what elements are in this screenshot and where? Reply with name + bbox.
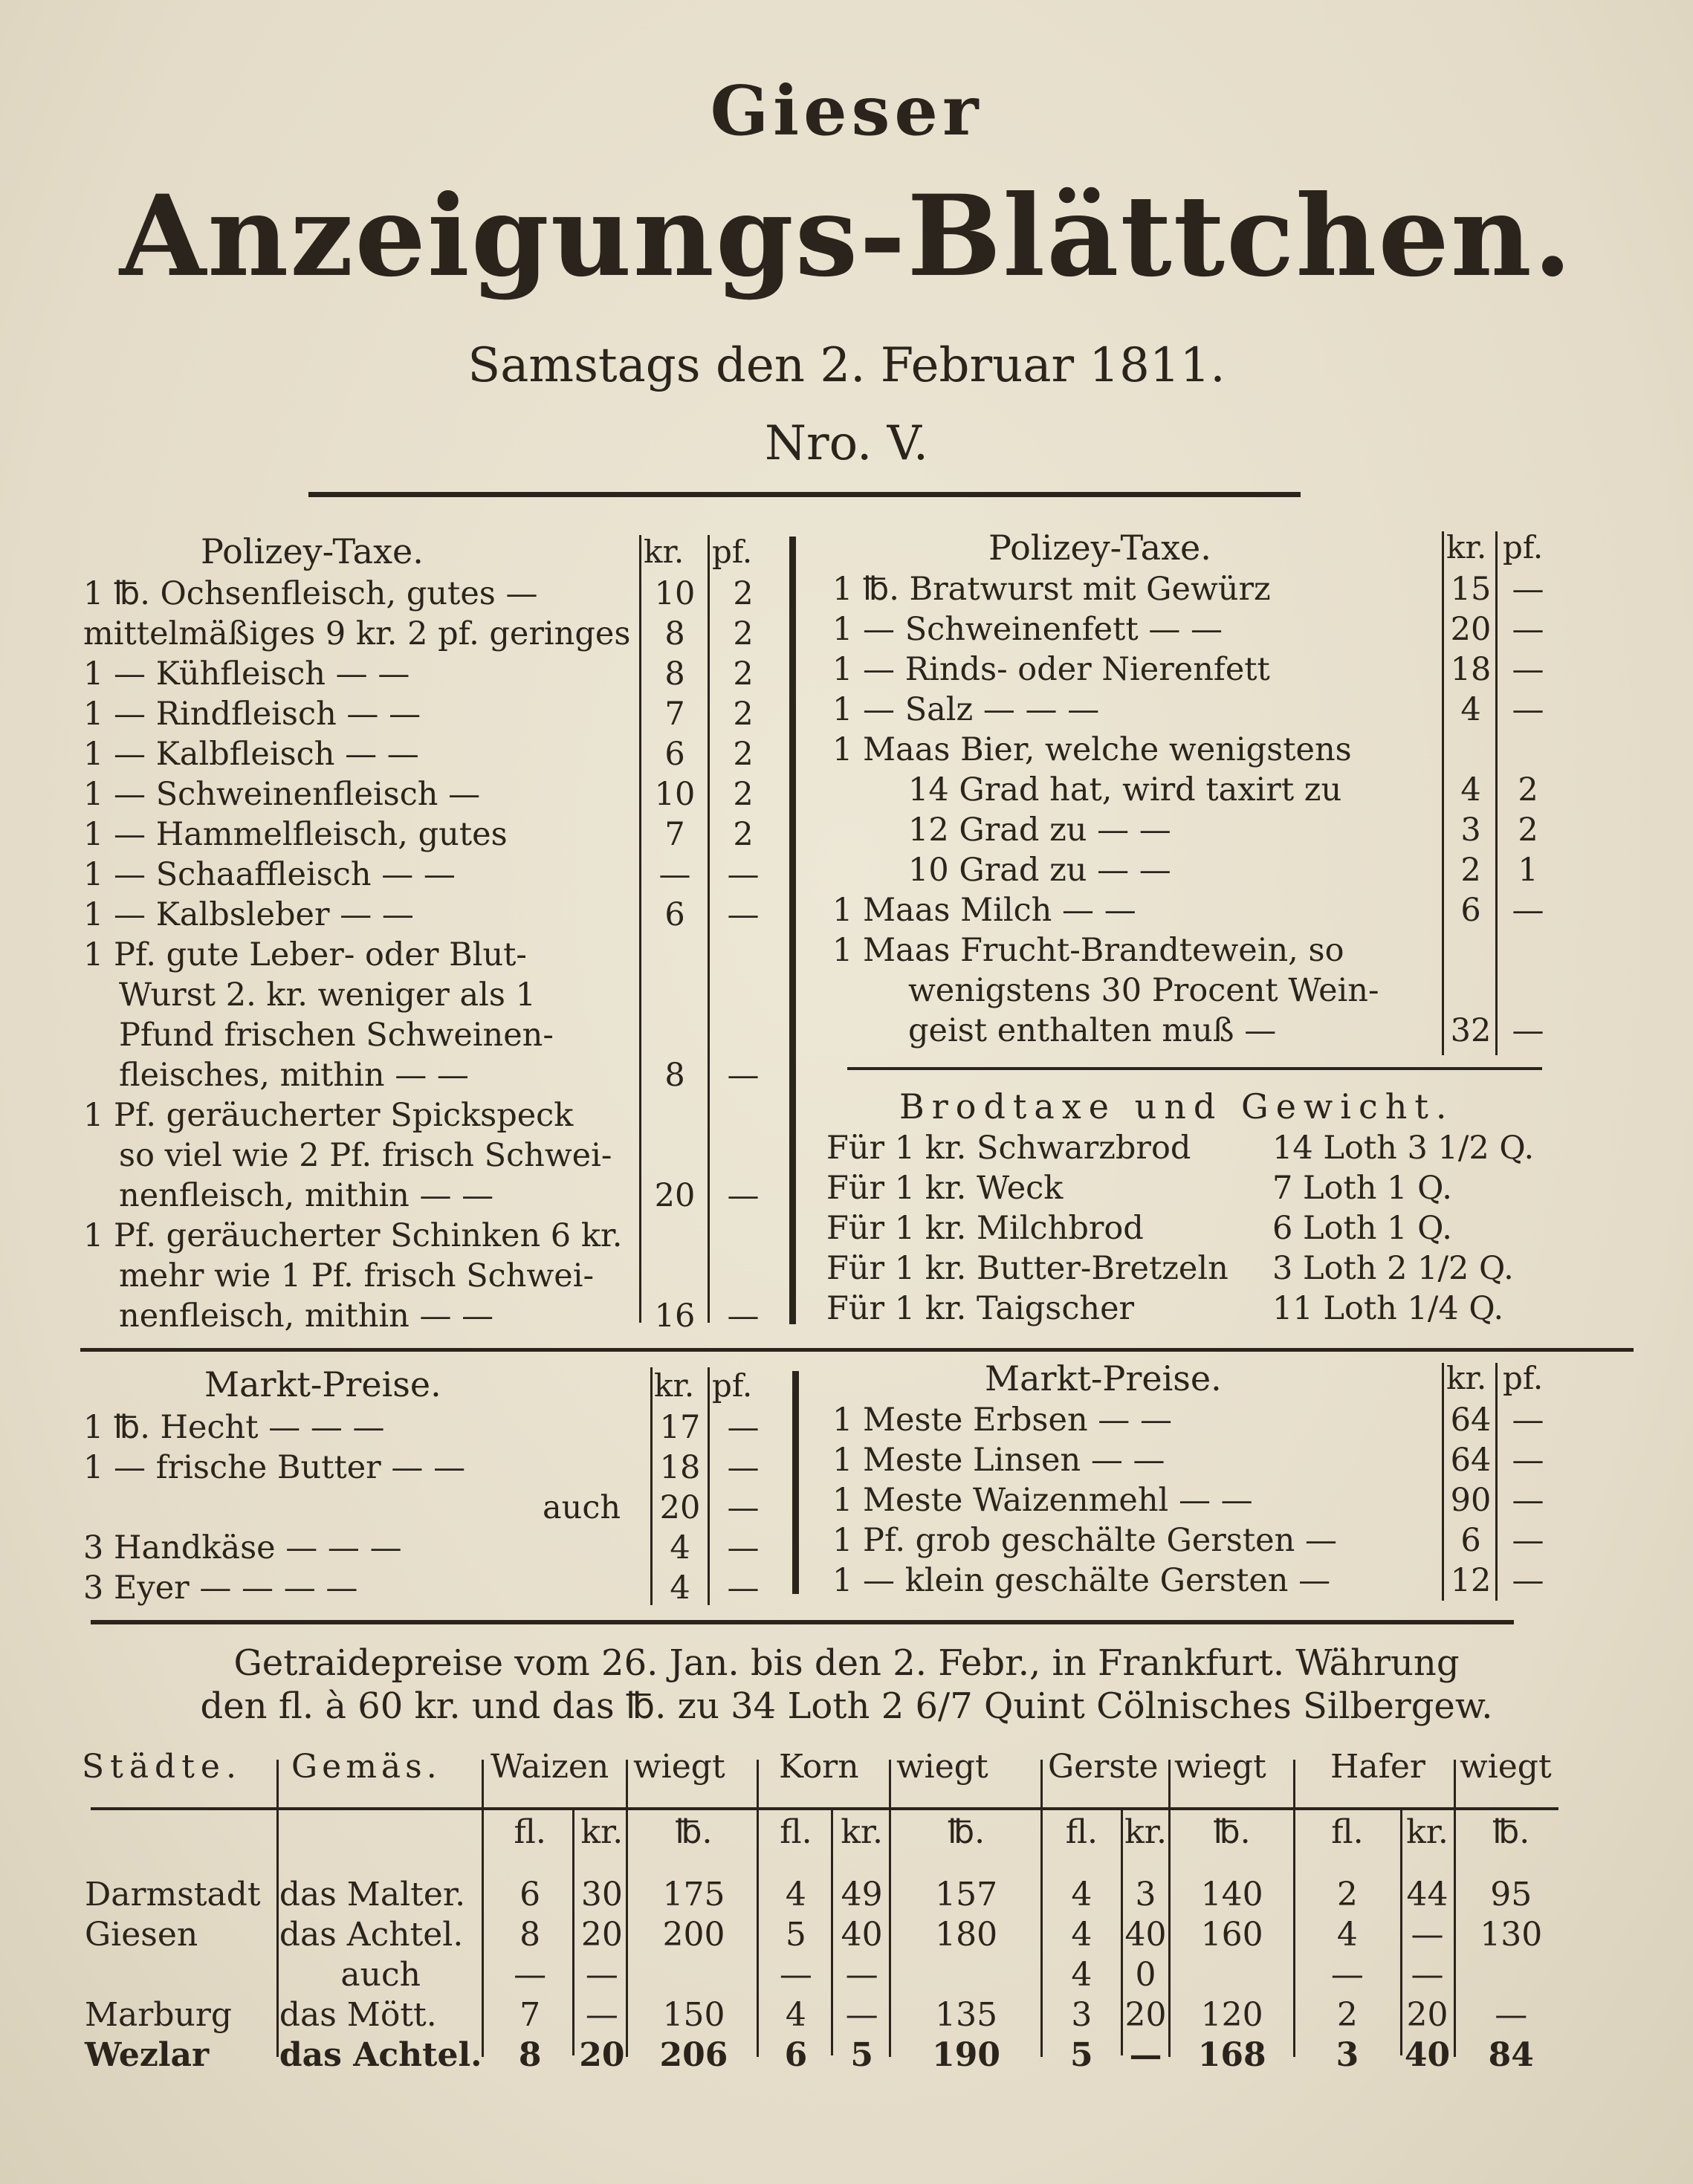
price-kr: 32 — [1450, 1012, 1492, 1049]
list-item: 1 — Kalbsleber — — — [83, 896, 414, 933]
price-pf: — — [1512, 1522, 1544, 1559]
list-item: so viel wie 2 Pf. frisch Schwei- — [119, 1137, 612, 1174]
col-divider — [639, 535, 641, 1323]
price-kr: 18 — [1450, 651, 1492, 688]
table-cell: kr. — [1406, 1812, 1448, 1851]
table-cell: 40 — [1404, 2035, 1451, 2074]
bread-weight: 3 Loth 2 1/2 Q. — [1272, 1250, 1514, 1287]
table-cell: fl. — [780, 1812, 812, 1851]
price-kr: 4 — [670, 1569, 690, 1607]
list-item: 1 — Schweinenfleisch — — [83, 776, 481, 813]
table-row — [82, 1954, 1568, 1995]
table-cell: 4 — [785, 1875, 806, 1914]
table-row — [82, 1995, 1568, 2035]
list-item: 1 Meste Waizenmehl — — — [832, 1482, 1253, 1519]
table-cell: — — [1411, 1915, 1444, 1954]
city-cell — [82, 1954, 276, 1995]
price-pf: — — [727, 1409, 760, 1446]
table-cell: 168 — [1197, 2035, 1266, 2074]
table-cell: — — [779, 1955, 812, 1994]
price-kr: 90 — [1450, 1482, 1492, 1519]
issue-number: Nro. V. — [764, 416, 929, 471]
bread-weight: 6 Loth 1 Q. — [1272, 1210, 1452, 1247]
grain-header-wiegt: wiegt — [1460, 1748, 1552, 1786]
list-item: mehr wie 1 Pf. frisch Schwei- — [119, 1257, 594, 1294]
table-cell: ℔. — [1492, 1812, 1530, 1851]
list-item: 1 — klein geschälte Gersten — — [832, 1562, 1331, 1599]
markt-left-title: Markt-Preise. — [204, 1364, 441, 1404]
list-item: 1 Meste Erbsen — — — [832, 1402, 1172, 1439]
grain-intro-line2: den fl. à 60 kr. und das ℔. zu 34 Loth 2 6/7 Quint Cölnisches Silbergew. — [200, 1685, 1493, 1727]
price-pf: — — [727, 1529, 760, 1566]
price-pf: — — [1512, 1012, 1544, 1049]
price-kr: 10 — [654, 776, 696, 813]
table-cell: ℔. — [948, 1812, 985, 1851]
list-item: 10 Grad zu — — — [908, 852, 1171, 889]
grain-header-hafer: Hafer — [1330, 1748, 1425, 1786]
markt-right-col-kr: kr. — [1446, 1360, 1487, 1396]
table-cell: 4 — [1071, 1875, 1092, 1914]
table-row — [82, 1874, 1568, 1914]
list-item: fleisches, mithin — — — [119, 1057, 469, 1094]
list-item: Für 1 kr. Milchbrod — [826, 1210, 1144, 1247]
list-item: Für 1 kr. Taigscher — [826, 1290, 1135, 1327]
list-item: wenigstens 30 Procent Wein- — [908, 972, 1379, 1009]
table-cell: 135 — [935, 1995, 998, 2034]
table-cell: 95 — [1490, 1875, 1532, 1914]
price-kr: 20 — [1450, 611, 1492, 648]
table-cell: 8 — [518, 2035, 542, 2074]
table-cell: — — [585, 1995, 618, 2034]
table-cell: 150 — [662, 1995, 725, 2034]
price-pf: — — [1512, 1562, 1544, 1599]
list-item: 1 Pf. geräucherter Spickspeck — [83, 1097, 574, 1134]
price-kr: 6 — [664, 896, 685, 933]
bread-weight: 7 Loth 1 Q. — [1272, 1170, 1452, 1207]
price-kr: 7 — [664, 816, 685, 853]
price-kr: 6 — [664, 736, 685, 773]
table-cell: 4 — [1071, 1915, 1092, 1954]
table-cell: ℔. — [675, 1812, 713, 1851]
table-cell: — — [1411, 1955, 1444, 1994]
col-divider — [1442, 531, 1444, 1055]
price-kr: 12 — [1450, 1562, 1492, 1599]
table-cell: 4 — [1336, 1915, 1358, 1954]
table-cell: 2 — [1336, 1995, 1358, 2034]
price-kr: 20 — [654, 1177, 696, 1214]
list-item: 3 Handkäse — — — — [83, 1529, 402, 1566]
table-row — [82, 1914, 1568, 1954]
grain-header-korn: Korn — [779, 1748, 859, 1786]
list-item: Für 1 kr. Schwarzbrod — [826, 1130, 1191, 1167]
table-cell: 20 — [1406, 1995, 1448, 2034]
table-cell — [629, 1954, 759, 1995]
markt-right-title: Markt-Preise. — [985, 1358, 1222, 1399]
grain-header-waizen: Waizen — [491, 1748, 609, 1786]
table-cell: 3 — [1071, 1995, 1092, 2034]
column-separator — [789, 537, 796, 1324]
grain-header-rule — [91, 1807, 1558, 1810]
bread-weight: 11 Loth 1/4 Q. — [1272, 1290, 1504, 1327]
bread-weight: 14 Loth 3 1/2 Q. — [1272, 1130, 1535, 1167]
price-pf: 2 — [1518, 771, 1538, 809]
measure-cell: das Malter. — [279, 1875, 466, 1914]
table-cell — [891, 1954, 1042, 1995]
price-kr: 64 — [1450, 1442, 1492, 1479]
table-cell — [1454, 1954, 1568, 1995]
price-pf: 2 — [733, 696, 754, 733]
grain-intro-line1: Getraidepreise vom 26. Jan. bis den 2. Febr., in Frankfurt. Währung — [233, 1642, 1460, 1684]
table-cell: 2 — [1336, 1875, 1358, 1914]
col-divider — [708, 1367, 710, 1605]
list-item: Pfund frischen Schweinen- — [119, 1017, 554, 1054]
table-cell: fl. — [1331, 1812, 1364, 1851]
polizey-left-col-pf: pf. — [712, 534, 753, 570]
price-kr: 4 — [670, 1529, 690, 1566]
section-rule — [80, 1348, 1634, 1352]
price-pf: — — [727, 1297, 760, 1335]
table-cell: — — [1330, 1955, 1364, 1994]
polizey-right-col-kr: kr. — [1446, 529, 1487, 566]
grain-header-staedte: Städte. — [82, 1748, 242, 1786]
grain-header-gemaes: Gemäs. — [291, 1748, 441, 1786]
masthead-date: Samstags den 2. Februar 1811. — [467, 338, 1226, 393]
table-cell: 3 — [1336, 2035, 1359, 2074]
table-cell: 200 — [662, 1915, 725, 1954]
price-kr: 17 — [659, 1409, 701, 1446]
list-item: Für 1 kr. Weck — [826, 1170, 1064, 1207]
table-cell: — — [845, 1955, 878, 1994]
table-cell: 4 — [1071, 1955, 1092, 1994]
list-item: 1 Pf. gute Leber- oder Blut- — [83, 936, 527, 973]
list-item: Wurst 2. kr. weniger als 1 — [119, 976, 537, 1014]
price-kr: 8 — [664, 655, 685, 693]
table-cell: 190 — [932, 2035, 1001, 2074]
table-cell: 20 — [579, 2035, 625, 2074]
list-item: 1 Pf. geräucherter Schinken 6 kr. — [83, 1217, 623, 1254]
polizey-right-title: Polizey-Taxe. — [988, 528, 1211, 568]
table-cell: 175 — [662, 1875, 725, 1914]
list-item: 1 — Schaaffleisch — — — [83, 856, 456, 893]
price-pf: — — [1512, 1442, 1544, 1479]
masthead-title: Anzeigungs-Blättchen. — [119, 171, 1574, 302]
city-cell: Wezlar — [85, 2035, 210, 2074]
list-item: 1 — Salz — — — — [832, 691, 1100, 728]
list-item: mittelmäßiges 9 kr. 2 pf. geringes — [83, 615, 631, 652]
list-item: 1 — Kalbfleisch — — — [83, 736, 419, 773]
list-item: 1 — Schweinenfett — — — [832, 611, 1223, 648]
city-cell: Marburg — [85, 1995, 233, 2034]
list-item: auch — [543, 1489, 621, 1526]
price-kr: 7 — [664, 696, 685, 733]
table-cell: 7 — [519, 1995, 541, 2034]
price-pf: 2 — [733, 776, 754, 813]
price-pf: — — [727, 1177, 760, 1214]
price-pf: — — [1512, 571, 1544, 608]
list-item: 1 — frische Butter — — — [83, 1449, 466, 1486]
price-kr: 16 — [654, 1297, 696, 1335]
price-pf: 2 — [1518, 811, 1538, 849]
table-cell: — — [585, 1955, 618, 1994]
list-item: 1 Maas Bier, welche wenigstens — [832, 731, 1352, 768]
grain-header-gerste: Gerste — [1048, 1748, 1159, 1786]
price-kr: 2 — [1460, 852, 1481, 889]
grain-header-wiegt: wiegt — [1174, 1748, 1266, 1786]
col-divider — [1442, 1363, 1444, 1601]
list-item: 1 ℔. Ochsenfleisch, gutes — — [83, 575, 538, 612]
table-cell: fl. — [1065, 1812, 1098, 1851]
table-cell: 160 — [1200, 1915, 1263, 1954]
price-pf: 1 — [1518, 852, 1538, 889]
col-divider — [708, 535, 710, 1323]
list-item: 1 ℔. Bratwurst mit Gewürz — [832, 571, 1271, 608]
list-item: 12 Grad zu — — — [908, 811, 1171, 849]
price-kr: 4 — [1460, 691, 1481, 728]
price-pf: — — [727, 856, 760, 893]
table-cell: fl. — [514, 1812, 546, 1851]
section-rule — [847, 1067, 1542, 1070]
price-kr: 15 — [1450, 571, 1492, 608]
table-cell: 6 — [784, 2035, 808, 2074]
measure-cell: das Achtel. — [279, 2035, 482, 2074]
list-item: 1 Pf. grob geschälte Gersten — — [832, 1522, 1337, 1559]
price-kr: 10 — [654, 575, 696, 612]
masthead-line1: Gieser — [710, 71, 983, 151]
polizey-right-col-pf: pf. — [1503, 529, 1544, 566]
table-cell — [82, 1812, 276, 1852]
price-pf: — — [727, 1489, 760, 1526]
city-cell: Darmstadt — [85, 1875, 261, 1914]
list-item: 1 Maas Milch — — — [832, 892, 1136, 929]
price-pf: — — [1512, 1402, 1544, 1439]
table-cell: 157 — [935, 1875, 998, 1914]
list-item: nenfleisch, mithin — — — [119, 1177, 494, 1214]
grain-header-wiegt: wiegt — [633, 1748, 725, 1786]
table-cell: 40 — [841, 1915, 883, 1954]
measure-cell: das Mött. — [279, 1995, 437, 2034]
price-pf: — — [727, 1449, 760, 1486]
col-divider — [650, 1367, 653, 1605]
table-cell — [276, 1812, 485, 1852]
price-kr: 18 — [659, 1449, 701, 1486]
table-cell: 84 — [1488, 2035, 1534, 2074]
list-item: nenfleisch, mithin — — — [119, 1297, 494, 1335]
price-pf: — — [727, 1057, 760, 1094]
list-item: geist enthalten muß — — [908, 1012, 1277, 1049]
table-cell: 20 — [580, 1915, 623, 1954]
list-item: 1 — Rinds- oder Nierenfett — [832, 651, 1270, 688]
table-cell — [1170, 1954, 1294, 1995]
masthead-rule — [308, 492, 1301, 497]
table-cell: kr. — [580, 1812, 624, 1851]
table-cell: 5 — [850, 2035, 873, 2074]
section-rule — [91, 1620, 1514, 1624]
price-kr: 20 — [659, 1489, 701, 1526]
table-cell: 44 — [1406, 1875, 1448, 1914]
list-item: 1 Meste Linsen — — — [832, 1442, 1165, 1479]
price-kr: — — [658, 856, 691, 893]
price-kr: 8 — [664, 615, 685, 652]
markt-left-col-kr: kr. — [654, 1367, 695, 1404]
table-cell: — — [1129, 2035, 1162, 2074]
polizey-left-col-kr: kr. — [644, 534, 684, 570]
table-row — [82, 2035, 1568, 2075]
markt-right-col-pf: pf. — [1503, 1360, 1544, 1396]
list-item: 1 — Kühfleisch — — — [83, 655, 410, 693]
list-item: 1 — Hammelfleisch, gutes — [83, 816, 508, 853]
table-cell: 180 — [935, 1915, 998, 1954]
price-pf: 2 — [733, 816, 754, 853]
price-pf: — — [727, 1569, 760, 1607]
grain-header-wiegt: wiegt — [896, 1748, 988, 1786]
table-cell: 49 — [841, 1875, 883, 1914]
table-cell: ℔. — [1213, 1812, 1251, 1851]
table-cell: 3 — [1135, 1875, 1156, 1914]
table-cell: 120 — [1200, 1995, 1263, 2034]
table-cell: 206 — [659, 2035, 728, 2074]
price-pf: 2 — [733, 575, 754, 612]
price-pf: 2 — [733, 615, 754, 652]
measure-cell: das Achtel. — [279, 1915, 464, 1954]
price-kr: 6 — [1460, 1522, 1481, 1559]
price-kr: 3 — [1460, 811, 1481, 849]
table-cell: 130 — [1480, 1915, 1543, 1954]
price-kr: 8 — [664, 1057, 685, 1094]
table-cell: 4 — [785, 1995, 806, 2034]
markt-left-col-pf: pf. — [712, 1367, 753, 1404]
grain-price-table — [82, 1812, 1568, 2075]
list-item: 1 Maas Frucht-Brandtewein, so — [832, 932, 1344, 969]
polizey-left-title: Polizey-Taxe. — [201, 531, 424, 571]
price-kr: 4 — [1460, 771, 1481, 809]
table-cell: kr. — [1124, 1812, 1167, 1851]
table-cell: — — [1495, 1995, 1528, 2034]
list-item: 3 Eyer — — — — — [83, 1569, 358, 1607]
table-cell: 0 — [1135, 1955, 1156, 1994]
price-pf: — — [1512, 611, 1544, 648]
table-cell: 5 — [785, 1915, 806, 1954]
measure-cell: auch — [340, 1955, 421, 1994]
table-cell: 5 — [1070, 2035, 1093, 2074]
list-item: 14 Grad hat, wird taxirt zu — [908, 771, 1342, 809]
table-cell: kr. — [841, 1812, 884, 1851]
table-cell: 40 — [1124, 1915, 1167, 1954]
list-item: 1 ℔. Hecht — — — — [83, 1409, 385, 1446]
table-cell: 30 — [580, 1875, 623, 1914]
price-pf: 2 — [733, 655, 754, 693]
table-cell: — — [845, 1995, 878, 2034]
table-cell: 140 — [1200, 1875, 1263, 1914]
list-item: 1 — Rindfleisch — — — [83, 696, 421, 733]
brodtaxe-title: Brodtaxe und Gewicht. — [899, 1086, 1454, 1127]
price-pf: — — [1512, 691, 1544, 728]
table-cell: 8 — [519, 1915, 541, 1954]
table-cell: 20 — [1124, 1995, 1167, 2034]
list-item: Für 1 kr. Butter-Bretzeln — [826, 1250, 1229, 1287]
grain-subheader-row — [82, 1812, 1568, 1852]
price-pf: — — [1512, 1482, 1544, 1519]
price-kr: 64 — [1450, 1402, 1492, 1439]
city-cell: Giesen — [85, 1915, 198, 1954]
price-pf: — — [1512, 892, 1544, 929]
price-pf: 2 — [733, 736, 754, 773]
column-separator — [792, 1371, 799, 1594]
table-cell: — — [514, 1955, 547, 1994]
price-pf: — — [1512, 651, 1544, 688]
table-cell: 6 — [519, 1875, 541, 1914]
price-kr: 6 — [1460, 892, 1481, 929]
price-pf: — — [727, 896, 760, 933]
